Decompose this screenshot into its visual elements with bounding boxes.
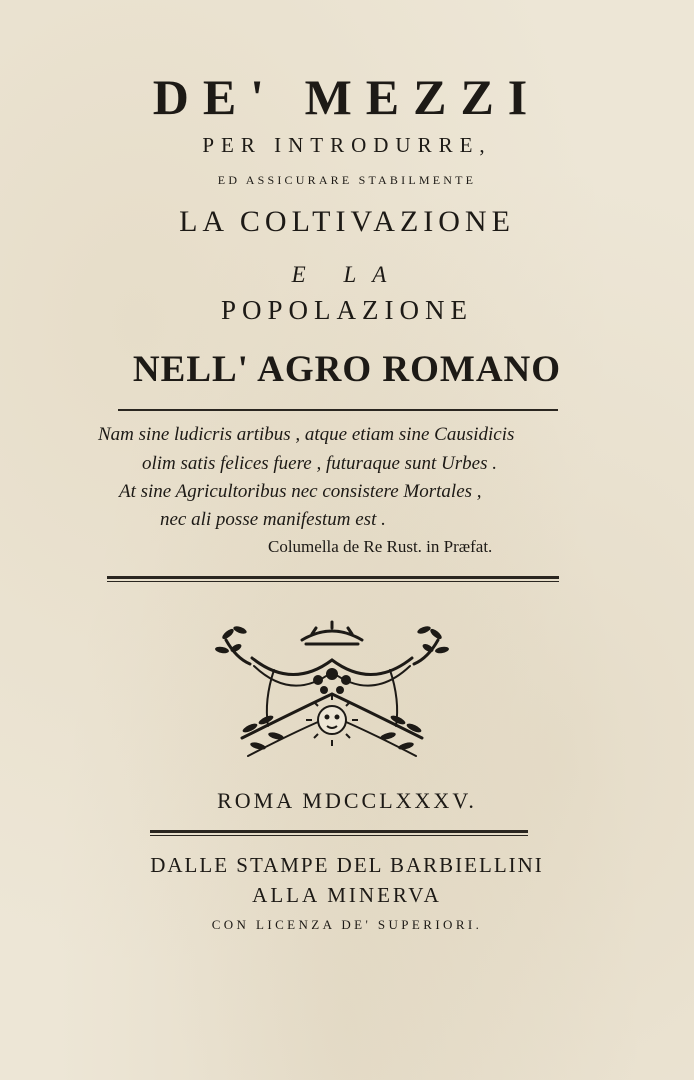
rule-above-epigraph [118, 409, 558, 411]
title-line-per-introdurre: PER INTRODURRE, [202, 133, 492, 157]
imprint-printer-sign: ALLA MINERVA [252, 883, 442, 907]
epigraph-line-2: olim satis felices fuere , futuraque sunt Urbes . [142, 453, 497, 474]
title-line-coltivazione: LA COLTIVAZIONE [179, 205, 515, 238]
imprint-place-date: ROMA MDCCLXXXV. [217, 788, 477, 813]
rule-below-epigraph [107, 576, 559, 579]
epigraph-line-4: nec ali posse manifestum est . [160, 509, 386, 530]
epigraph-line-1: Nam sine ludicris artibus , atque etiam sine Causidicis [98, 424, 515, 445]
epigraph-line-3: At sine Agricultoribus nec consistere Mortales , [119, 481, 482, 502]
title-line-agro-romano: NELL' AGRO ROMANO [132, 349, 562, 390]
printers-ornament-icon [214, 620, 450, 770]
rule-above-printer [150, 830, 528, 833]
title-line-popolazione: POPOLAZIONE [221, 295, 473, 325]
title-line-ed-assicurare: ED ASSICURARE STABILMENTE [217, 173, 477, 187]
imprint-licence: CON LICENZA DE' SUPERIORI. [211, 917, 483, 932]
title-line-de-mezzi: DE' MEZZI [152, 69, 542, 125]
imprint-printer: DALLE STAMPE DEL BARBIELLINI [150, 853, 544, 877]
title-line-e-la: E LA [291, 262, 403, 287]
epigraph-attribution: Columella de Re Rust. in Præfat. [268, 537, 493, 556]
